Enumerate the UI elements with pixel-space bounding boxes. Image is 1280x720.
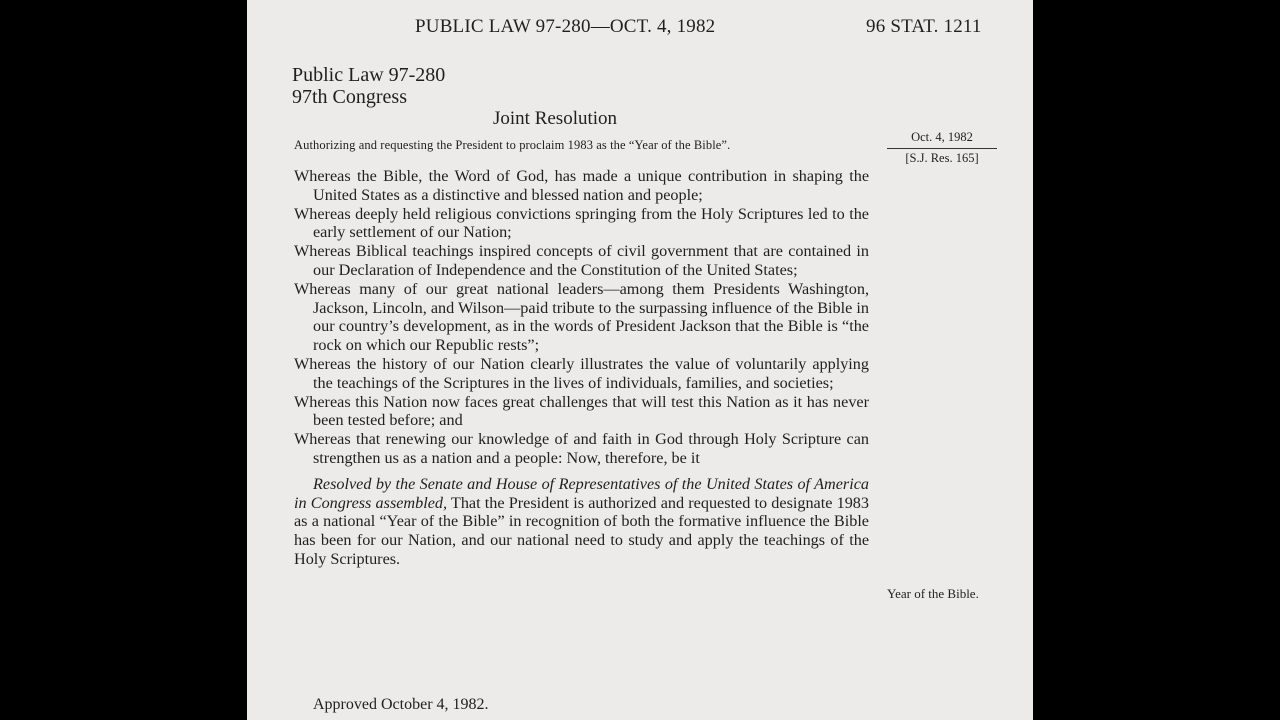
- margin-resolution-number: [S.J. Res. 165]: [905, 151, 979, 165]
- resolved-text: That the President is authorized and requested to designate 1983 as a national “Year of the Bible” in recognition of both the formative influence the Bible has been for our Nation, and our national need to study and apply the teachings of the Holy Scriptures.: [294, 493, 869, 568]
- document-title: Joint Resolution: [493, 108, 618, 129]
- margin-subject-note: Year of the Bible.: [887, 586, 979, 601]
- resolution-purpose: Authorizing and requesting the President to proclaim 1983 as the “Year of the Bible”.: [294, 138, 731, 152]
- margin-date-note: [887, 129, 997, 167]
- whereas-clause: Whereas the history of our Nation clearly illustrates the value of voluntarily applying the teachings of the Scriptures in the lives of individuals, families, and societies;: [294, 354, 869, 392]
- resolution-body: [294, 167, 869, 569]
- margin-date: Oct. 4, 1982: [911, 130, 973, 144]
- law-document-page: [247, 0, 1033, 720]
- whereas-clause: Whereas this Nation now faces great challenges that will test this Nation as it has never been tested before; and: [294, 392, 869, 430]
- page-header-title: PUBLIC LAW 97-280—OCT. 4, 1982: [415, 16, 716, 37]
- margin-rule: [887, 148, 997, 149]
- public-law-number: Public Law 97-280: [292, 64, 446, 86]
- page-header-statute: 96 STAT. 1211: [866, 16, 982, 37]
- resolved-clause: [294, 475, 869, 569]
- whereas-clause: Whereas Biblical teachings inspired concepts of civil government that are contained in our Declaration of Independence and the Constitution of the United States;: [294, 242, 869, 279]
- whereas-clause: Whereas the Bible, the Word of God, has made a unique contribution in shaping the United States as a distinctive and blessed nation and people;: [294, 167, 869, 204]
- whereas-clause: Whereas deeply held religious convictions springing from the Holy Scriptures led to the early settlement of our Nation;: [294, 204, 869, 242]
- approval-date: Approved October 4, 1982.: [313, 696, 489, 713]
- law-heading: [292, 64, 445, 108]
- whereas-clause: Whereas that renewing our knowledge of and faith in God through Holy Scripture can strengthen us as a nation and a people: Now, therefore, be it: [294, 430, 869, 467]
- resolved-intro: Resolved by the Senate and House of Representatives of the United States of America in Congress assembled,: [294, 474, 869, 512]
- whereas-clause: Whereas many of our great national leaders—among them Presidents Washington, Jackson, Lincoln, and Wilson—paid tribute to the surpassing influence of the Bible in our country’s development, as in the words of President Jackson that the Bible is “the rock on which our Republic rests”;: [294, 279, 869, 355]
- congress-number: 97th Congress: [292, 86, 407, 108]
